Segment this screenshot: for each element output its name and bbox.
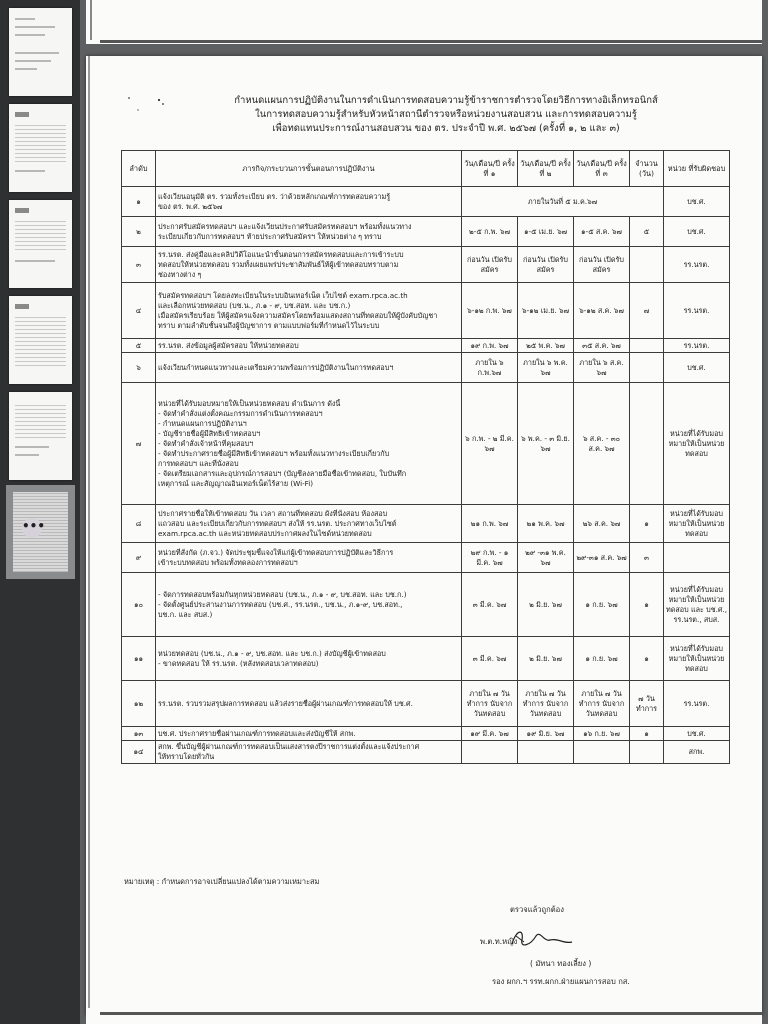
table-row [122, 247, 730, 283]
task-line: หน่วยที่สั่งกัด (ภ.จว.) จัดประชุมชี้แจงให้แก่ผู้เข้าทดสอบการปฏิบัติและวิธีการ [158, 547, 394, 557]
page-thumbnail-4[interactable] [9, 296, 72, 384]
cell-no: ๒ [122, 217, 156, 247]
task-line: ระเบียบเกี่ยวกับการทดสอบฯ ท้ายประกาศรับสมัครฯ ให้หน่วยต่าง ๆ ทราบ [158, 231, 382, 241]
cell-round-1: ๖-๑๒ ก.พ. ๖๗ [462, 283, 518, 339]
cell-round-2: ๑๙ มิ.ย. ๖๗ [518, 727, 574, 741]
signature-rank: พ.ต.ท.หญิง [480, 937, 518, 946]
cell-round-3 [574, 741, 630, 764]
cell-round-2: ๒ มิ.ย. ๖๗ [518, 573, 574, 637]
cell-round-3: ๒๙-๓๑ ส.ค. ๖๗ [574, 543, 630, 573]
cell-round-1: ๒๙ ก.พ. - ๑ มี.ค. ๖๗ [462, 543, 518, 573]
cell-round-2 [518, 741, 574, 764]
task-line: exam.rpca.ac.th และหน่วยทดสอบประกาศผลงในไซด์หน่วยทดสอบ [158, 528, 372, 538]
task-line: - จัดตั้งศูนย์ประสานงานการทดสอบ (บช.ศ., รร.นรต., บช.น., ภ.๑-๙, บช.สอท., [158, 599, 403, 609]
task-line: เมื่อสมัครเรียบร้อย ให้ผู้สมัครแจ้งความสมัครโดยพร้อมแสดงสถานที่ทดสอบให้ผู้บังคับบัญชา [158, 310, 438, 320]
task-line: บช.ก. และ สบส.) [158, 609, 213, 619]
cell-round-1: ๒๑ ก.พ. ๖๗ [462, 505, 518, 543]
cell-round-1: ๖ ก.พ. - ๒ มี.ค. ๖๗ [462, 383, 518, 505]
task-line: - จัดทำประกาศรายชื่อผู้มีสิทธิเข้าทดสอบฯ พร้อมทั้งแนวทางระเบียบเกี่ยวกับ [158, 448, 390, 458]
cell-unit [664, 543, 730, 573]
cell-unit: บช.ศ. [664, 187, 730, 217]
cell-round-3: ๖-๑๒ ส.ค. ๖๗ [574, 283, 630, 339]
task-line: - จัดทำคำสั่งแต่งตั้งคณะกรรมการดำเนินการทดสอบฯ [158, 408, 323, 418]
cell-no: ๑๔ [122, 741, 156, 764]
next-page-top [86, 1008, 762, 1024]
task-line: ทราบ ตามลำดับชั้นจนถึงผู้บัญชาการ ตามแบบฟอร์มที่กำหนดไว้ในระบบ [158, 320, 380, 330]
cell-round-2: ภายใน ๗ วัน ทำการ นับจาก วันทดสอบ [518, 681, 574, 727]
cell-round-3: ภายใน ๖ ส.ค. ๖๗ [574, 353, 630, 383]
cell-days: ๑ [630, 573, 664, 637]
page-thumbnail-1[interactable] [9, 8, 72, 96]
cell-round-1 [462, 741, 518, 764]
task-line: สกพ. ขึ้นบัญชีผู้ผ่านเกณฑ์การทดสอบเป็นแสงสารตงปีราชการแต่งตั้งและแจ้งประกาศ [158, 742, 420, 751]
cell-task [156, 727, 462, 741]
cell-task [156, 505, 462, 543]
task-line: รร.นรต. ส่งคู่มือและคลิปวิดีโอแนะนำขั้นตอนการสมัครทดสอบและการเข้าระบบ [158, 249, 404, 259]
task-line: แจ้งเวียนกำหนดแนวทางและเตรียมความพร้อมการปฏิบัติงานในการทดสอบฯ [158, 362, 394, 372]
cell-unit: หน่วยที่ได้รับมอบหมายให้เป็นหน่วยทดสอบ [664, 383, 730, 505]
cell-days: ๑ [630, 637, 664, 681]
cell-round-2: ๒๙ -๓๑ พ.ค. ๖๗ [518, 543, 574, 573]
cell-round-3: ก่อนวัน เปิดรับสมัคร [574, 247, 630, 283]
cell-days [630, 383, 664, 505]
cell-no: ๑๑ [122, 637, 156, 681]
cell-no: ๔ [122, 283, 156, 339]
cell-task [156, 681, 462, 727]
table-header-row [122, 151, 730, 187]
footnote: หมายเหตุ : กำหนดการอาจเปลี่ยนแปลงได้ตามความเหมาะสม [124, 877, 320, 886]
header-no: ลำดับ [122, 151, 156, 187]
cell-days [630, 339, 664, 353]
document-title-line-1: กำหนดแผนการปฏิบัติงานในการดำเนินการทดสอบความรู้ข้าราชการตำรวจโดยวิธีการทางอิเล็กทรอนิกส์ [234, 95, 658, 106]
task-line: - จัดทำคำสั่งเจ้าหน้าที่คุมสอบฯ [158, 438, 254, 448]
table-row [122, 741, 730, 764]
cell-round-1: ก่อนวัน เปิดรับสมัคร [462, 247, 518, 283]
task-line: แจ้งเวียนอนุมัติ ตร. รวมทั้งระเบียบ ตร. ว่าด้วยหลักเกณฑ์การทดสอบความรู้ [158, 191, 391, 201]
cell-task [156, 283, 462, 339]
cell-unit: รร.นรต. [664, 247, 730, 283]
task-line: ประกาศรายชื่อให้เข้าทดสอบ วัน เวลา สถานที่ทดสอบ ผังที่นั่งสอบ ห้องสอบ [158, 508, 388, 518]
document-title-line-3: เพื่อทดแทนประการณ์งานสอบสวน ของ ตร. ประจำปี พ.ศ. ๒๕๖๗ (ครั้งที่ ๑, ๒ และ ๓) [272, 123, 620, 134]
cell-round-1: ๒-๕ ก.พ. ๖๗ [462, 217, 518, 247]
cell-unit: หน่วยที่ได้รับมอบหมายให้เป็นหน่วยทดสอบ และ บช.ศ., รร.นรต., สบส. [664, 573, 730, 637]
cell-round-2: ๒๑ พ.ค. ๖๗ [518, 505, 574, 543]
scan-marks [126, 96, 166, 116]
task-line: - กำหนดแผนการปฏิบัติงานฯ [158, 418, 247, 428]
cell-round-3: ๖ ส.ค. - ๓๐ ส.ค. ๖๗ [574, 383, 630, 505]
cell-task [156, 217, 462, 247]
task-line: และเลือกหน่วยทดสอบ (บช.น., ภ.๑ - ๙, บช.สอท. และ บช.ก.) [158, 300, 351, 310]
cell-unit: บช.ศ. [664, 353, 730, 383]
cell-round-3: ๑๖ ก.ย. ๖๗ [574, 727, 630, 741]
task-line: - บัญชีรายชื่อผู้มีสิทธิเข้าทดสอบฯ [158, 428, 261, 438]
table-row [122, 187, 730, 217]
page-thumbnail-5[interactable] [9, 392, 72, 480]
cell-no: ๑๓ [122, 727, 156, 741]
cell-round-2: ๒๕ พ.ค. ๖๗ [518, 339, 574, 353]
task-line: รร.นรต. รวบรวมสรุปผลการทดสอบ แล้วส่งรายชื่อผู้ผ่านเกณฑ์การทดสอบให้ บช.ศ. [158, 698, 413, 708]
cell-round-1: ๓ มี.ค. ๖๗ [462, 573, 518, 637]
cell-task [156, 353, 462, 383]
cell-round-1: ภายใน ๗ วัน ทำการ นับจาก วันทดสอบ [462, 681, 518, 727]
cell-round-3: ๑-๕ ส.ค. ๖๗ [574, 217, 630, 247]
task-line: หน่วยทดสอบ (บช.น., ภ.๑ - ๙, บช.สอท. และ บช.ก.) ส่งบัญชีผู้เข้าทดสอบ [158, 648, 386, 658]
signature-position: รอง ผกก.ฯ รรท.ผกก.ฝ่ายแผนการสอบ กส. [492, 977, 630, 986]
cell-task [156, 637, 462, 681]
task-line: แถวสอบ และระเบียบเกี่ยวกับการทดสอบฯ ส่งให้ รร.นรต. ประกาศทางเว็บไซต์ [158, 518, 397, 528]
task-line: เข้าระบบทดสอบ พร้อมทั้งทดลองการทดสอบฯ [158, 557, 298, 567]
cell-no: ๑ [122, 187, 156, 217]
cell-days: ๑ [630, 727, 664, 741]
table-row [122, 217, 730, 247]
cell-round-3: ๑ ก.ย. ๖๗ [574, 637, 630, 681]
table-row [122, 353, 730, 383]
task-line: เหตุการณ์ และสัญญาณอินเทอร์เน็ตไร้สาย (Wi-Fi) [158, 478, 314, 488]
signature-checked: ตรวจแล้วถูกต้อง [510, 905, 564, 914]
header-round-3: วัน/เดือน/ปี ครั้งที่ ๓ [574, 151, 630, 187]
table-row [122, 637, 730, 681]
page-thumbnail-2[interactable] [9, 104, 72, 192]
task-line: ทดสอบให้หน่วยทดสอบ รวมทั้งเผยแพร่ประชาสัมพันธ์ให้ผู้เข้าทดสอบทราบตาม [158, 259, 399, 269]
cell-task [156, 573, 462, 637]
handwritten-signature [506, 926, 576, 950]
task-line: ให้ทราบโดยทั่วกัน [158, 752, 215, 761]
cell-days: ๗ [630, 283, 664, 339]
cell-no: ๖ [122, 353, 156, 383]
cell-round-2: ๖ พ.ค. - ๓ มิ.ย. ๖๗ [518, 383, 574, 505]
cell-no: ๕ [122, 339, 156, 353]
table-row [122, 681, 730, 727]
cell-round-3: ๒๖ ส.ค. ๖๗ [574, 505, 630, 543]
table-row [122, 383, 730, 505]
cell-unit: สกพ. [664, 741, 730, 764]
cell-no: ๗ [122, 383, 156, 505]
task-line: หน่วยที่ได้รับมอบหมายให้เป็นหน่วยทดสอบ ดำเนินการ ดังนี้ [158, 398, 341, 408]
cell-no: ๙ [122, 543, 156, 573]
header-unit: หน่วย ที่รับผิดชอบ [664, 151, 730, 187]
cell-no: ๓ [122, 247, 156, 283]
schedule-table [121, 150, 730, 764]
cell-days [630, 247, 664, 283]
cell-round-2: ก่อนวัน เปิดรับสมัคร [518, 247, 574, 283]
cell-round-3: ๓๕ ส.ค. ๖๗ [574, 339, 630, 353]
cell-task [156, 741, 462, 764]
header-days: จำนวน (วัน) [630, 151, 664, 187]
cell-no: ๑๐ [122, 573, 156, 637]
task-line: ช่องทางต่าง ๆ [158, 269, 202, 279]
cell-round-1: ๓ มี.ค. ๖๗ [462, 637, 518, 681]
table-row [122, 505, 730, 543]
task-line: - ขาดทดสอบ ให้ รร.นรต. (หลังทดสอบเวลาทดสอบ) [158, 658, 319, 668]
document-page [86, 56, 762, 1016]
header-task: ภารกิจ/กระบวนการขั้นตอนการปฏิบัติงาน [156, 151, 462, 187]
page-thumbnail-3[interactable] [9, 200, 72, 288]
cell-unit: รร.นรต. [664, 339, 730, 353]
cell-round-3: ภายใน ๗ วัน ทำการ นับจาก วันทดสอบ [574, 681, 630, 727]
cell-round-3: ๑ ก.ย. ๖๗ [574, 573, 630, 637]
task-line: - จัดการทดสอบพร้อมกันทุกหน่วยทดสอบ (บช.น., ภ.๑ - ๙, บช.สอท. และ บช.ก.) [158, 589, 407, 599]
table-row [122, 543, 730, 573]
document-viewer[interactable] [80, 0, 768, 1024]
task-line: รับสมัครทดสอบฯ โดยลงทะเบียนในระบบอินเทอร์เน็ต เว็บไซต์ exam.rpca.ac.th [158, 290, 408, 300]
cell-task [156, 383, 462, 505]
cell-round-1: ๑๙ ก.พ. ๖๗ [462, 339, 518, 353]
cell-round-2: ๖-๑๒ เม.ย. ๖๗ [518, 283, 574, 339]
task-line: - จัดเตรียมเอกสารและอุปกรณ์การสอบฯ (บัญชีลงลายมือชื่อเข้าทดสอบ, ใบบันทึก [158, 468, 407, 478]
cell-unit: บช.ศ. [664, 727, 730, 741]
cell-days: ๓ [630, 543, 664, 573]
cell-unit: บช.ศ. [664, 217, 730, 247]
cell-unit: รร.นรต. [664, 681, 730, 727]
cell-round-1: ๑๙ มี.ค. ๖๗ [462, 727, 518, 741]
cell-round-2: ๑-๕ เม.ย. ๖๗ [518, 217, 574, 247]
cell-merged-date: ภายในวันที่ ๕ ม.ค.๖๗ [462, 187, 664, 217]
cell-round-2: ภายใน ๖ พ.ค. ๖๗ [518, 353, 574, 383]
table-row [122, 339, 730, 353]
cell-task [156, 543, 462, 573]
signature-name: ( มัทนา ทองเลี้ยง ) [530, 959, 592, 968]
cell-unit: รร.นรต. [664, 283, 730, 339]
task-line: การทดสอบฯ และที่นั่งสอบ [158, 458, 239, 468]
thumbnail-sidebar [0, 0, 80, 1024]
table-row [122, 573, 730, 637]
cell-round-1: ภายใน ๖ ก.พ.๖๗ [462, 353, 518, 383]
task-line: รร.นรต. ส่งข้อมูลผู้สมัครสอบ ให้หน่วยทดสอบ [158, 340, 299, 350]
cell-days [630, 353, 664, 383]
cell-days: ๑ [630, 505, 664, 543]
cell-no: ๑๒ [122, 681, 156, 727]
document-title-line-2: ในการทดสอบความรู้สำหรับหัวหน้าสถานีตำรวจหรือหน่วยงานสอบสวน และการทดสอบความรู้ [255, 109, 637, 120]
task-line: ประกาศรับสมัครทดสอบฯ และแจ้งเวียนประกาศรับสมัครทดสอบฯ พร้อมทั้งแนวทาง [158, 221, 412, 231]
cell-unit: หน่วยที่ได้รับมอบหมายให้เป็นหน่วยทดสอบ [664, 505, 730, 543]
cell-unit: หน่วยที่ได้รับมอบหมายให้เป็นหน่วยทดสอบ [664, 637, 730, 681]
header-round-2: วัน/เดือน/ปี ครั้งที่ ๒ [518, 151, 574, 187]
cell-no: ๘ [122, 505, 156, 543]
table-row [122, 283, 730, 339]
cell-days [630, 741, 664, 764]
cell-task [156, 247, 462, 283]
cell-round-2: ๒ มิ.ย. ๖๗ [518, 637, 574, 681]
table-row [122, 727, 730, 741]
cell-task [156, 339, 462, 353]
previous-page-bottom [86, 0, 762, 44]
cell-days: ๕ [630, 217, 664, 247]
cell-days: ๗ วัน ทำการ [630, 681, 664, 727]
cell-task [156, 187, 462, 217]
task-line: บช.ศ. ประกาศรายชื่อผ่านเกณฑ์การทดสอบและส่งบัญชีให้ สกพ. [158, 728, 356, 738]
task-line: ของ ตร. พ.ศ. ๒๕๖๗ [158, 201, 223, 211]
header-round-1: วัน/เดือน/ปี ครั้งที่ ๑ [462, 151, 518, 187]
more-options-button[interactable]: ••• [22, 518, 42, 538]
